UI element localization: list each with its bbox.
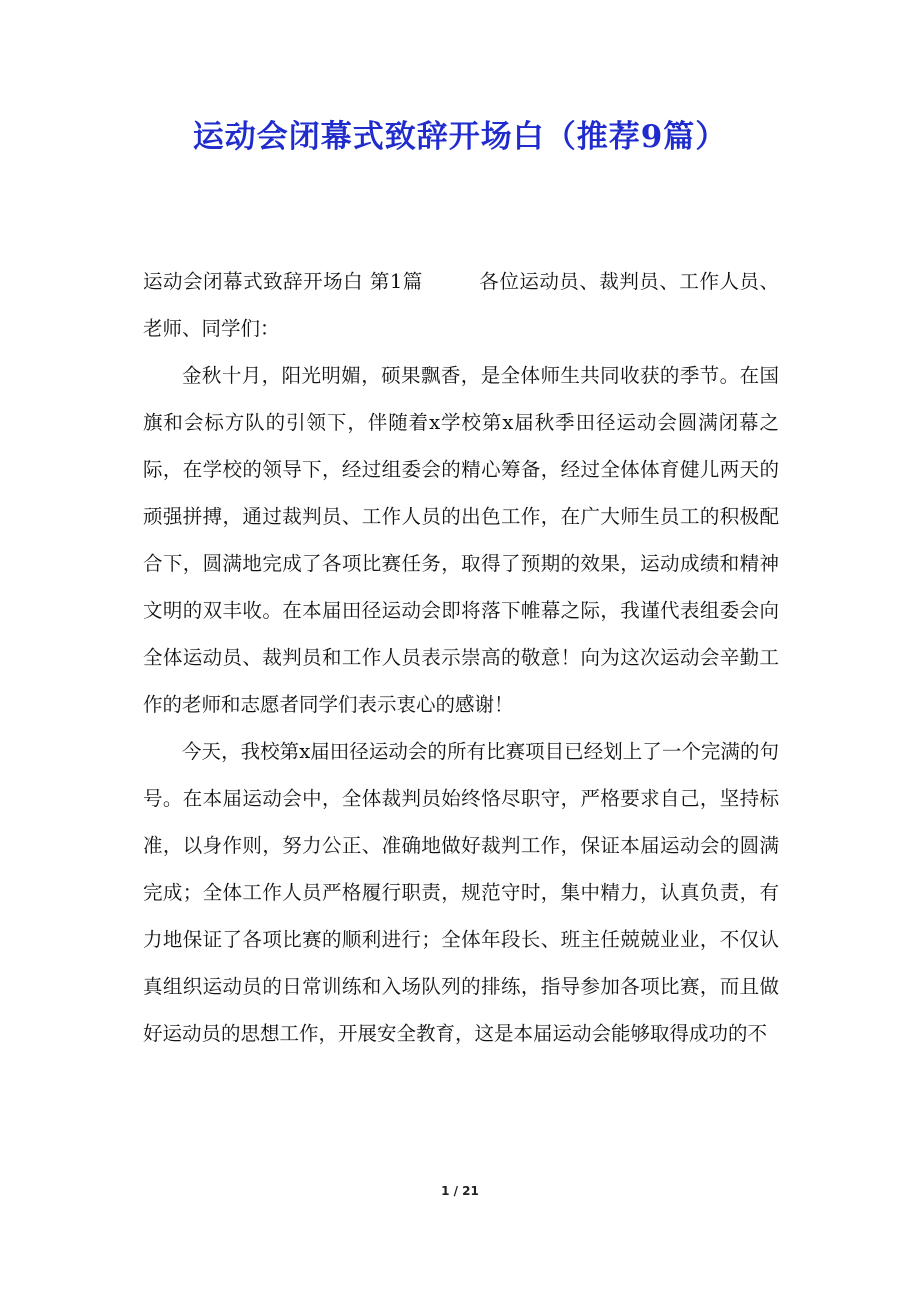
greeting: 各位运动员、裁判员、工作人员、老师、同学们： — [143, 270, 779, 340]
paragraph: 金秋十月，阳光明媚，硕果飘香，是全体师生共同收获的季节。在国旗和会标方队的引领下，伴随着x学校第x届秋季田径运动会圆满闭幕之际，在学校的领导下，经过组委会的精心筹备，经过全体体育健儿两天的顽强拼搏，通过裁判员、工作人员的出色工作，在广大师生员工的积极配合下，圆满地完成了各项比赛任务，取得了预期的效果，运动成绩和精神文明的双丰收。在本届田径运动会即将落下帷幕之际，我谨代表组委会向全体运动员、裁判员和工作人员表示崇高的敬意！向为这次运动会辛勤工作的老师和志愿者同学们表示衷心的感谢！ — [143, 364, 779, 716]
paragraph: 今天，我校第x届田径运动会的所有比赛项目已经划上了一个完满的句号。在本届运动会中，全体裁判员始终恪尽职守，严格要求自己，坚持标准，以身作则，努力公正、准确地做好裁判工作，保证本届运动会的圆满完成；全体工作人员严格履行职责，规范守时，集中精力，认真负责，有力地保证了各项比赛的顺利进行；全体年段长、班主任兢兢业业，不仅认真组织运动员的日常训练和入场队列的排练，指导参加各项比赛，而且做好运动员的思想工作，开展安全教育，这是本届运动会能够取得成功的不 — [143, 740, 779, 1045]
document-title: 运动会闭幕式致辞开场白（推荐9篇） — [192, 119, 728, 155]
document-body — [143, 258, 779, 1057]
page-number: 1 / 21 — [441, 1184, 479, 1198]
section-label: 运动会闭幕式致辞开场白 第1篇 — [143, 270, 423, 293]
opening-line — [143, 258, 779, 352]
